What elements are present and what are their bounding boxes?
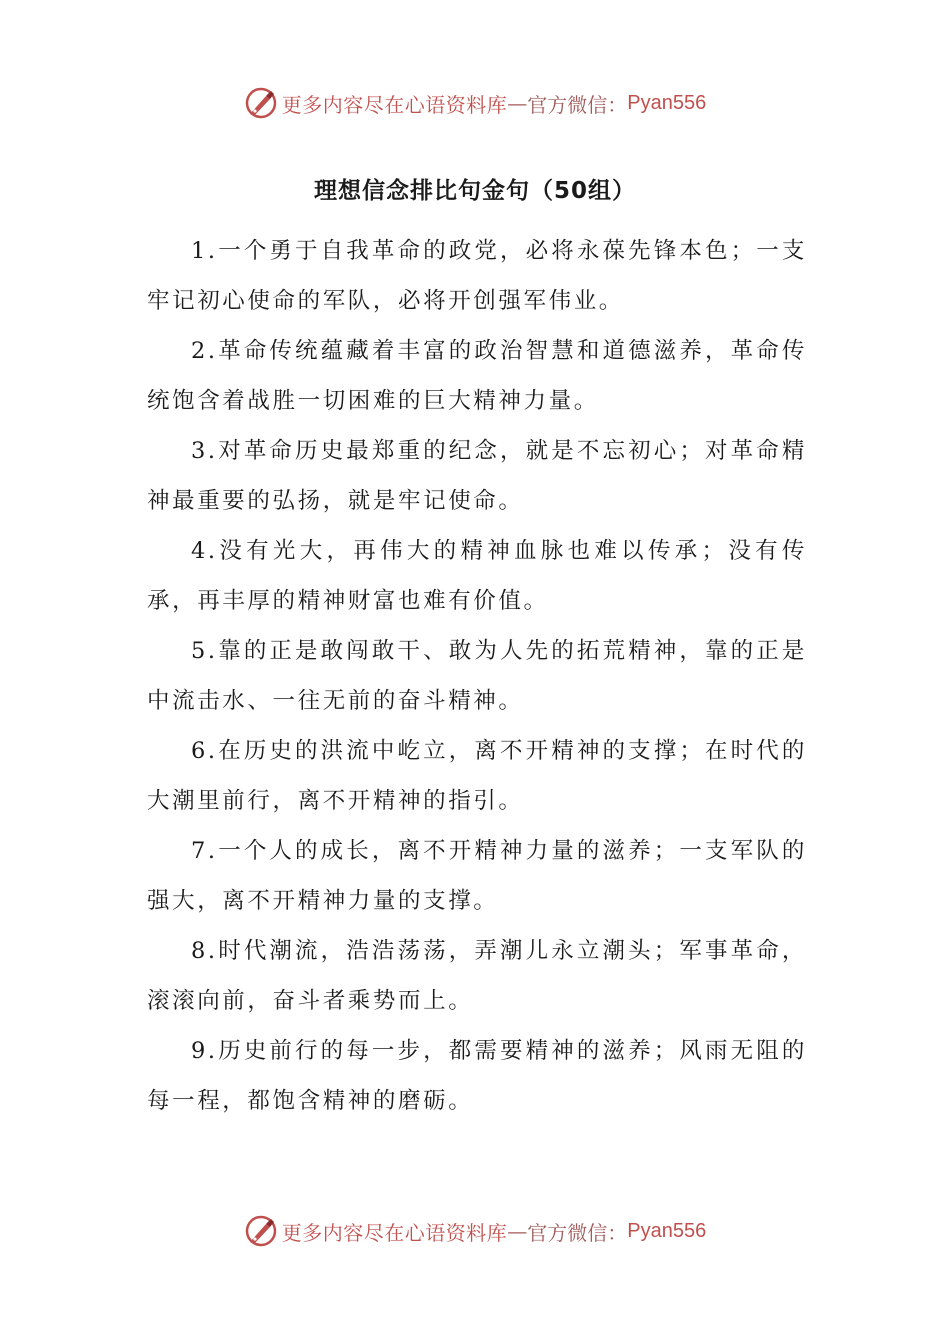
footer-banner xyxy=(0,1211,950,1251)
banner-wechat-label: 官方微信： xyxy=(527,1220,628,1245)
paragraph: 6.在历史的洪流中屹立，离不开精神的支撑；在时代的大潮里前行，离不开精神的指引。 xyxy=(147,738,807,814)
paragraph: 7.一个人的成长，离不开精神力量的滋养；一支军队的强大，离不开精神力量的支撑。 xyxy=(147,838,807,914)
banner-text: 更多内容尽在心语资料库 xyxy=(281,1220,508,1245)
paragraph: 2.革命传统蕴藏着丰富的政治智慧和道德滋养，革命传统饱含着战胜一切困难的巨大精神力量。 xyxy=(147,338,807,414)
banner-text: 更多内容尽在心语资料库 xyxy=(281,92,508,117)
document-body xyxy=(147,226,807,1126)
banner-wechat-id: Pyan556 xyxy=(627,91,707,114)
pen-circle-logo-icon xyxy=(244,86,278,120)
document-title: 理想信念排比句金句（50组） xyxy=(313,178,636,204)
pen-circle-logo-icon xyxy=(244,1214,278,1248)
banner-wechat-label: 官方微信： xyxy=(527,92,628,117)
paragraph: 3.对革命历史最郑重的纪念，就是不忘初心；对革命精神最重要的弘扬，就是牢记使命。 xyxy=(147,438,807,514)
banner-dash: — xyxy=(507,1219,528,1243)
header-banner xyxy=(0,83,950,123)
banner-dash: — xyxy=(507,91,528,115)
paragraph: 8.时代潮流，浩浩荡荡，弄潮儿永立潮头；军事革命，滚滚向前，奋斗者乘势而上。 xyxy=(147,938,807,1014)
paragraph: 4.没有光大，再伟大的精神血脉也难以传承；没有传承，再丰厚的精神财富也难有价值。 xyxy=(147,538,807,614)
paragraph: 1.一个勇于自我革命的政党，必将永葆先锋本色；一支牢记初心使命的军队，必将开创强军伟业。 xyxy=(147,238,807,314)
paragraph: 9.历史前行的每一步，都需要精神的滋养；风雨无阻的每一程，都饱含精神的磨砺。 xyxy=(147,1038,807,1114)
paragraph: 5.靠的正是敢闯敢干、敢为人先的拓荒精神，靠的正是中流击水、一往无前的奋斗精神。 xyxy=(147,638,807,714)
banner-wechat-id: Pyan556 xyxy=(627,1219,707,1242)
